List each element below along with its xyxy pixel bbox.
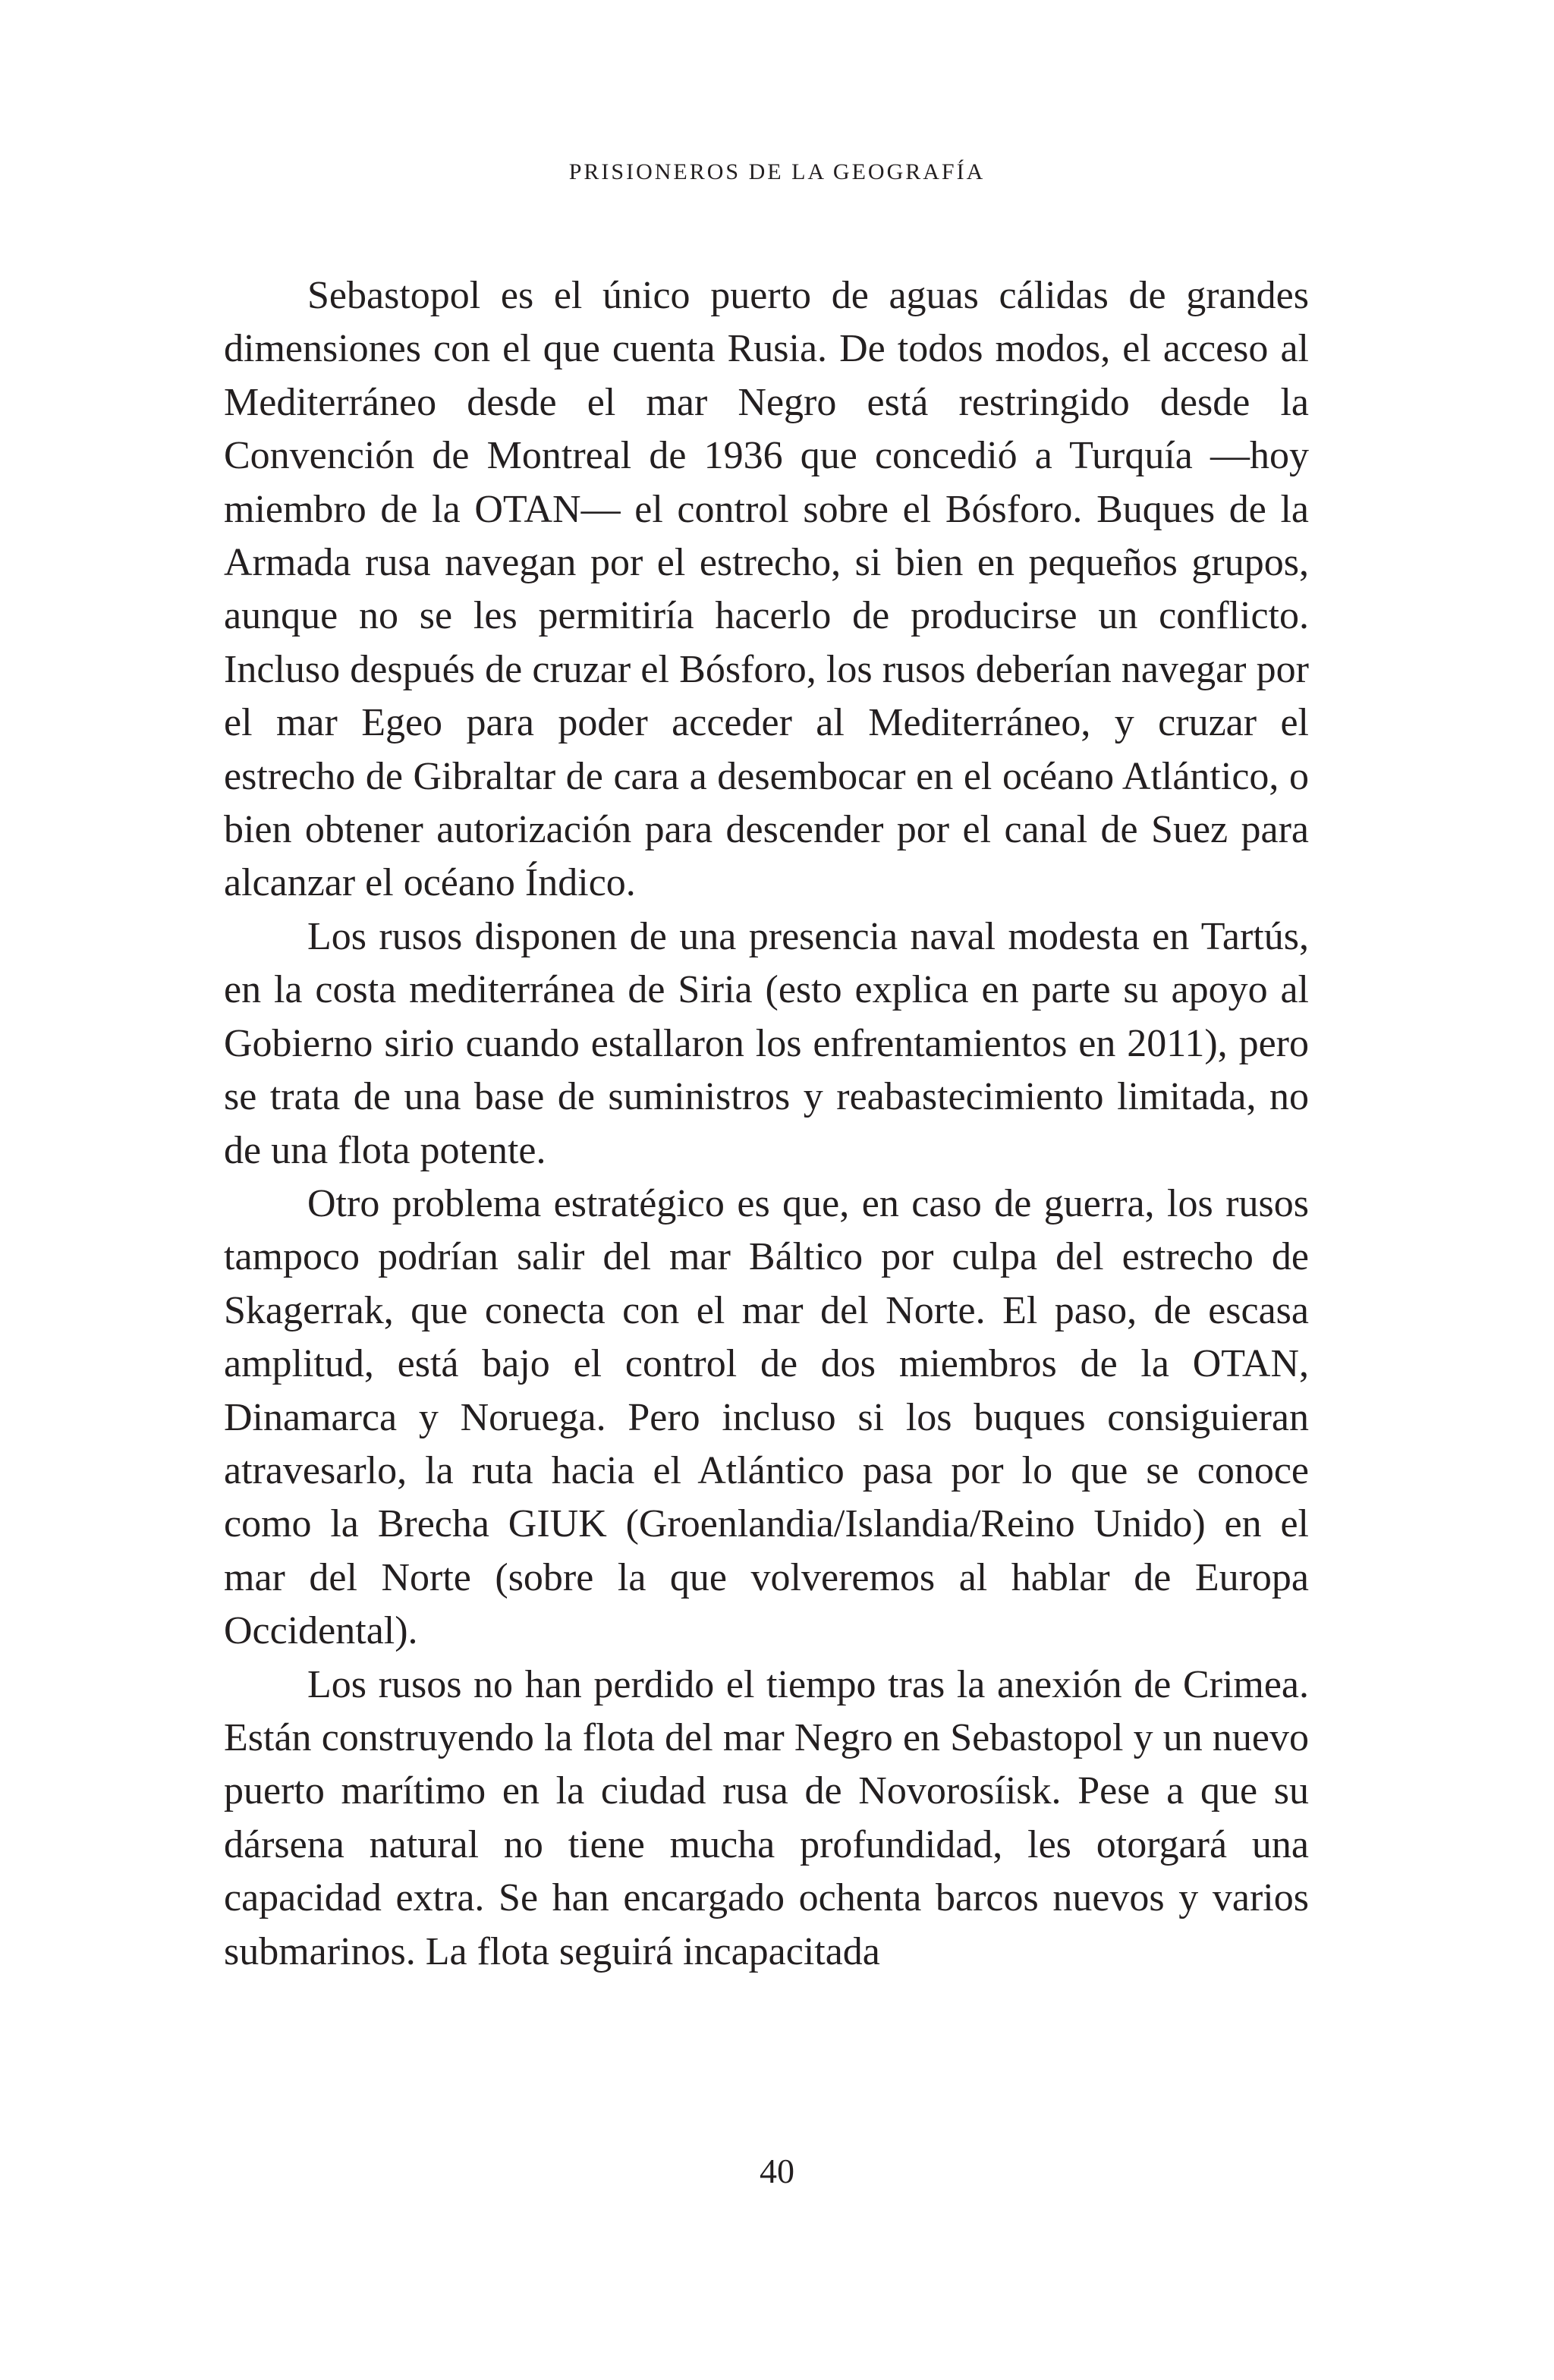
paragraph: Otro problema estratégico es que, en caso de guerra, los rusos tampoco podrían salir del mar Báltico por culpa del estrecho de Skagerrak, que conecta con el mar del Norte. El paso, de escasa amplitud, está bajo el control de dos miembros de la OTAN, Dinamarca y Noruega. Pero incluso si los buques consiguieran atravesarlo, la ruta hacia el Atlántico pasa por lo que se conoce como la Brecha GIUK (Groenlandia/Islandia/Reino Unido) en el mar del Norte (sobre la que volveremos al hablar de Europa Occidental). bbox=[224, 1181, 1309, 1653]
page-number: 40 bbox=[760, 2152, 794, 2190]
paragraph: Los rusos no han perdido el tiempo tras la anexión de Crimea. Están construyendo la flota del mar Negro en Sebastopol y un nuevo puerto marítimo en la ciudad rusa de Novorosíisk. Pese a que su dársena natural no tiene mucha profundidad, les otorgará una capacidad extra. Se han encargado ochenta barcos nuevos y varios submarinos. La flota seguirá incapacitada bbox=[224, 1662, 1309, 1973]
paragraph: Sebastopol es el único puerto de aguas cálidas de grandes dimensiones con el que cuenta Rusia. De todos modos, el acceso al Mediterráneo desde el mar Negro está restringido desde la Convención de Montreal de 1936 que concedió a Turquía —hoy miembro de la OTAN— el control sobre el Bósforo. Buques de la Armada rusa navegan por el estrecho, si bien en pequeños grupos, aunque no se les permitiría hacerlo de producirse un conflicto. Incluso después de cruzar el Bósforo, los rusos deberían navegar por el mar Egeo para poder acceder al Mediterráneo, y cruzar el estrecho de Gibraltar de cara a desembocar en el océano Atlántico, o bien obtener autorización para descender por el canal de Suez para alcanzar el océano Índico. bbox=[224, 274, 1309, 905]
body-text bbox=[224, 269, 1309, 1979]
running-head: PRISIONEROS DE LA GEOGRAFÍA bbox=[568, 159, 986, 184]
paragraph: Los rusos disponen de una presencia naval modesta en Tartús, en la costa mediterránea de Siria (esto explica en parte su apoyo al Gobierno sirio cuando estallaron los enfrentamientos en 2011), pero se trata de una base de suministros y reabastecimiento limitada, no de una flota potente. bbox=[224, 914, 1309, 1172]
